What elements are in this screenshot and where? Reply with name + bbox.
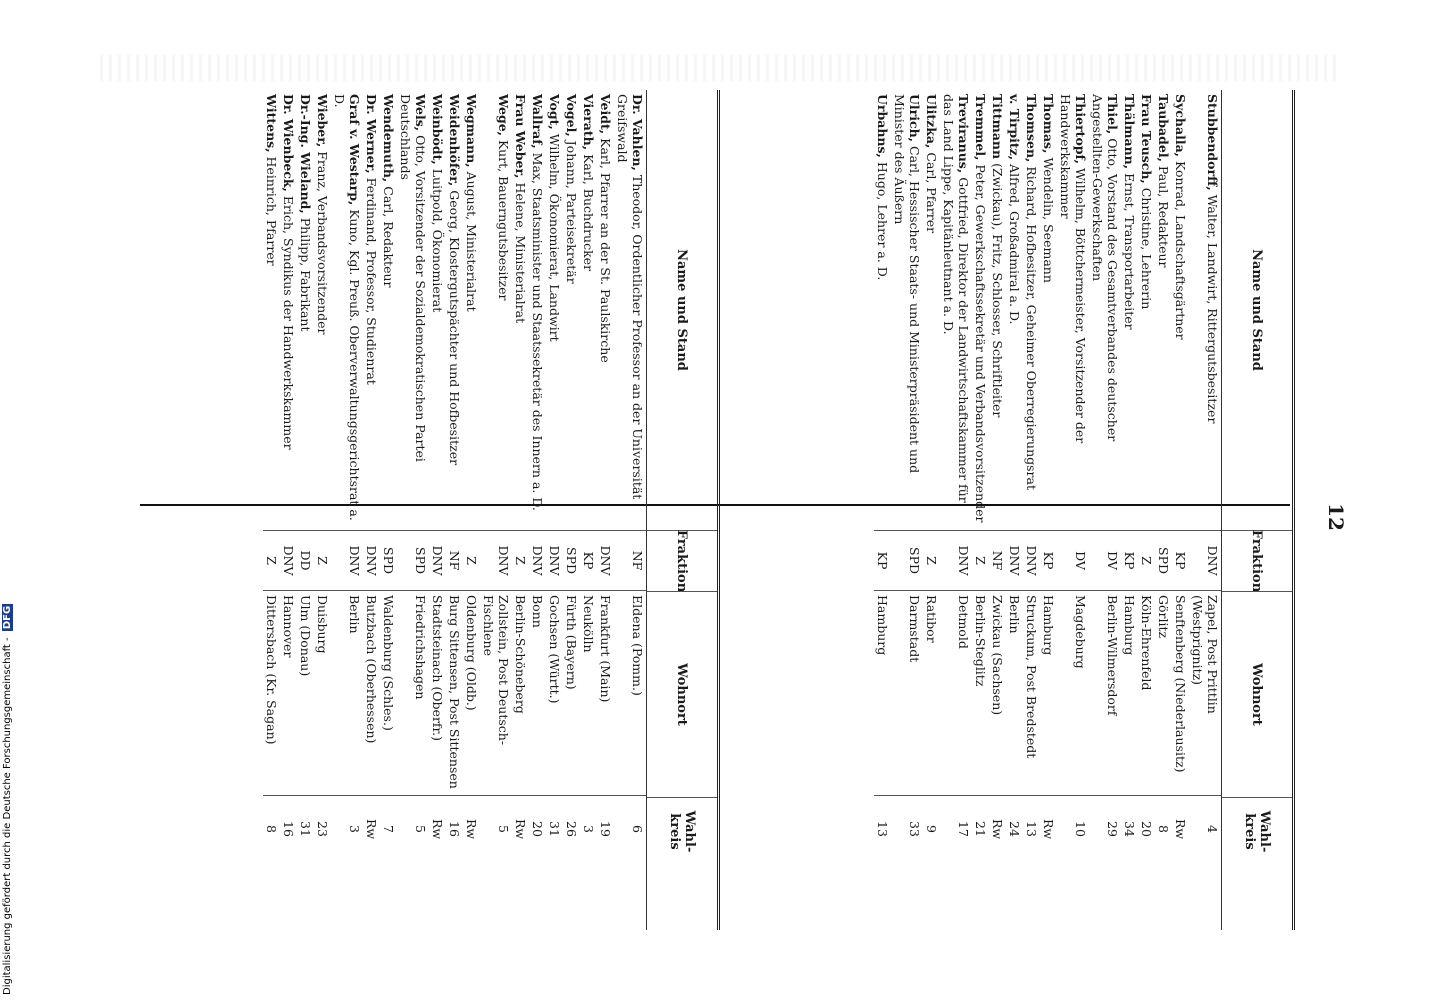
table-row: [940, 90, 972, 930]
cell-name-stand: [314, 90, 331, 530]
cell-wahlkreis: 5: [397, 795, 429, 862]
cell-name-stand: [546, 90, 563, 530]
member-stand: Peter, Gewerkschaftssekretär und Verbandsvorsitzender: [973, 164, 988, 523]
page-number: 12: [1323, 503, 1348, 531]
member-name: Thomsen,: [1024, 94, 1039, 163]
member-name: Thälmann,: [1122, 94, 1137, 170]
members-table-left: [735, 90, 1295, 930]
member-stand: Wilhelm, Böttchermeister, Vorsitzender der Handwerkskammer: [1058, 94, 1088, 444]
member-name: Vogt,: [547, 94, 562, 130]
cell-name-stand: [874, 90, 891, 530]
cell-name-stand: [380, 90, 397, 530]
cell-name-stand: [1006, 90, 1023, 530]
cell-fraktion: DNV: [1006, 530, 1023, 590]
cell-wahlkreis: Rw: [512, 795, 529, 862]
cell-fraktion: DNV: [363, 530, 380, 590]
cell-wohnort: Zapel, Post Prittlin (Westprignitz): [1189, 590, 1221, 795]
member-name: Dr. Vahlen,: [630, 94, 645, 171]
header-fraktion: Fraktion: [1222, 530, 1292, 591]
scan-artifact: [100, 55, 1340, 81]
cell-wahlkreis: 10: [1057, 795, 1089, 862]
members-table-right: [175, 90, 720, 930]
cell-wohnort: Dittersbach (Kr. Sagan): [263, 590, 280, 795]
member-stand: Heinrich, Pfarrer: [264, 156, 279, 266]
cell-wahlkreis: 13: [874, 795, 891, 862]
cell-wohnort: Görlitz: [1155, 590, 1172, 795]
member-name: Stubbendorff,: [1205, 94, 1220, 191]
member-stand: Ferdinand, Professor, Studienrat: [364, 177, 379, 385]
cell-name-stand: [1023, 90, 1040, 530]
cell-name-stand: [529, 90, 546, 530]
cell-wahlkreis: 6: [614, 795, 646, 862]
digitization-text: Digitalisierung gefördert durch die Deutsche Forschungsgemeinschaft -: [2, 637, 13, 995]
member-stand: Franz, Verbandsvorsitzender: [315, 151, 330, 335]
header-name: Name und Stand: [674, 249, 690, 371]
cell-fraktion: NF: [614, 530, 646, 590]
member-stand: Ernst, Transportarbeiter: [1122, 173, 1137, 330]
table-row: [263, 90, 280, 930]
cell-wohnort: Berlin-Steglitz: [972, 590, 989, 795]
cell-fraktion: DV: [1089, 530, 1121, 590]
member-name: Wels,: [413, 94, 428, 132]
cell-wahlkreis: 34: [1121, 795, 1138, 862]
member-stand: Otto, Vorstand des Gesamtverbandes deutscher Angestellten-Gewerkschaften: [1090, 94, 1120, 442]
member-name: Weinbödt,: [430, 94, 445, 165]
cell-name-stand: [563, 90, 580, 530]
cell-wohnort: Ratibor: [923, 590, 940, 795]
rotated-page: [175, 90, 1295, 930]
table-row: [891, 90, 923, 930]
cell-fraktion: DNV: [546, 530, 563, 590]
cell-fraktion: SPD: [891, 530, 923, 590]
cell-fraktion: DNV: [597, 530, 614, 590]
member-stand: Luitpold, Ökonomierat: [430, 168, 445, 313]
member-stand: Paul, Redakteur: [1156, 165, 1171, 268]
cell-fraktion: DD: [297, 530, 314, 590]
member-name: Wittens,: [264, 94, 279, 153]
cell-fraktion: DNV: [940, 530, 972, 590]
header-wohnort: Wohnort: [1222, 591, 1292, 797]
member-name: Tremmel,: [973, 94, 988, 161]
member-stand: Wilhelm, Ökonomierat, Landwirt: [547, 133, 562, 342]
cell-name-stand: [891, 90, 923, 530]
member-name: Thomas,: [1041, 94, 1056, 154]
member-name: v. Tirpitz,: [1007, 94, 1022, 161]
member-stand: Otto, Vorsitzender der Sozialdemokratischen Partei Deutschlands: [398, 94, 428, 462]
member-name: Veidt,: [598, 94, 613, 135]
cell-name-stand: [940, 90, 972, 530]
cell-fraktion: Z: [463, 530, 480, 590]
cell-fraktion: Z: [972, 530, 989, 590]
cell-wahlkreis: 26: [563, 795, 580, 862]
table-row: [972, 90, 989, 930]
table-row: [463, 90, 480, 930]
cell-wahlkreis: Rw: [1040, 795, 1057, 862]
cell-fraktion: Z: [512, 530, 529, 590]
cell-wohnort: Darmstadt: [891, 590, 923, 795]
cell-wahlkreis: 5: [480, 795, 512, 862]
header-fraktion: Fraktion: [647, 530, 717, 591]
cell-name-stand: [972, 90, 989, 530]
cell-wohnort: Zwickau (Sachsen): [989, 590, 1006, 795]
cell-fraktion: DNV: [529, 530, 546, 590]
cell-fraktion: DNV: [280, 530, 297, 590]
member-name: Wege,: [496, 94, 511, 137]
cell-wohnort: Struckum, Post Bredstedt: [1023, 590, 1040, 795]
member-name: Wendemuth,: [381, 94, 396, 183]
header-name: Name und Stand: [1249, 249, 1265, 371]
header-wahlkreis: Wahl- kreis: [647, 797, 717, 865]
member-stand: Konrad, Landschaftsgärtner: [1173, 161, 1188, 340]
cell-wahlkreis: 20: [1138, 795, 1155, 862]
cell-fraktion: Z: [263, 530, 280, 590]
member-name: Thiel,: [1105, 94, 1120, 135]
cell-wahlkreis: Rw: [363, 795, 380, 862]
cell-name-stand: [597, 90, 614, 530]
member-name: Vierath,: [581, 94, 596, 151]
cell-wahlkreis: 16: [446, 795, 463, 862]
member-name: Dr. Wienbeck,: [281, 94, 296, 192]
cell-wahlkreis: 31: [546, 795, 563, 862]
cell-name-stand: [1138, 90, 1155, 530]
cell-wohnort: Berlin-Schöneberg: [512, 590, 529, 795]
cell-wohnort: Hamburg: [1121, 590, 1138, 795]
cell-wohnort: Senftenberg (Niederlausitz): [1172, 590, 1189, 795]
cell-name-stand: [280, 90, 297, 530]
cell-wohnort: Bonn: [529, 590, 546, 795]
cell-fraktion: DNV: [331, 530, 363, 590]
cell-wohnort: Waldenburg (Schles.): [380, 590, 397, 795]
cell-wohnort: Zollstein, Post Deutsch-Fischlene: [480, 590, 512, 795]
cell-wohnort: Duisburg: [314, 590, 331, 795]
member-stand: August, Ministerialrat: [464, 171, 479, 312]
cell-fraktion: KP: [580, 530, 597, 590]
member-name: Dr. Werner,: [364, 94, 379, 174]
cell-wohnort: Ulm (Donau): [297, 590, 314, 795]
cell-wahlkreis: 31: [297, 795, 314, 862]
cell-wahlkreis: 17: [940, 795, 972, 862]
cell-wohnort: Butzbach (Oberhessen): [363, 590, 380, 795]
cell-name-stand: [429, 90, 446, 530]
cell-name-stand: [446, 90, 463, 530]
cell-wahlkreis: 16: [280, 795, 297, 862]
cell-name-stand: [363, 90, 380, 530]
member-name: Frau Weber,: [513, 94, 528, 179]
digitization-note: [2, 604, 13, 995]
cell-fraktion: DNV: [1189, 530, 1221, 590]
member-name: Frau Teusch,: [1139, 94, 1154, 184]
member-name: Graf v. Westarp,: [347, 94, 362, 206]
cell-fraktion: KP: [1121, 530, 1138, 590]
cell-wahlkreis: 13: [1023, 795, 1040, 862]
table-row: [1089, 90, 1121, 930]
table-body: [874, 90, 1221, 930]
table-row: [314, 90, 331, 930]
member-stand: Philipp, Fabrikant: [298, 217, 313, 332]
cell-wahlkreis: 3: [580, 795, 597, 862]
member-stand: Karl, Pfarrer an der St. Paulskirche: [598, 138, 613, 363]
cell-name-stand: [263, 90, 280, 530]
cell-wahlkreis: 33: [891, 795, 923, 862]
member-name: Taubadel,: [1156, 94, 1171, 162]
cell-wohnort: Oldenburg (Oldb.): [463, 590, 480, 795]
cell-wahlkreis: 24: [1006, 795, 1023, 862]
cell-fraktion: NF: [989, 530, 1006, 590]
table-row: [429, 90, 446, 930]
table-row: [529, 90, 546, 930]
cell-wohnort: Friedrichshagen: [397, 590, 429, 795]
cell-name-stand: [1189, 90, 1221, 530]
member-stand: Kuno, Kgl. Preuß. Oberverwaltungsgerichtsrat a. D.: [332, 94, 362, 521]
cell-wahlkreis: 7: [380, 795, 397, 862]
table-row: [331, 90, 363, 930]
cell-fraktion: SPD: [563, 530, 580, 590]
table-row: [446, 90, 463, 930]
cell-wohnort: Detmold: [940, 590, 972, 795]
member-name: Wallraf,: [530, 94, 545, 149]
table-row: [1023, 90, 1040, 930]
cell-wahlkreis: 21: [972, 795, 989, 862]
cell-name-stand: [1089, 90, 1121, 530]
cell-wahlkreis: 9: [923, 795, 940, 862]
cell-name-stand: [580, 90, 597, 530]
header-wahlkreis: Wahl- kreis: [1222, 797, 1292, 865]
cell-name-stand: [480, 90, 512, 530]
table-row: [1006, 90, 1023, 930]
cell-fraktion: KP: [1040, 530, 1057, 590]
table-row: [380, 90, 397, 930]
cell-name-stand: [463, 90, 480, 530]
member-stand: Alfred, Großadmiral a. D.: [1007, 164, 1022, 325]
member-stand: Erich, Syndikus der Handwerkskammer: [281, 195, 296, 450]
cell-wohnort: Gochsen (Württ.): [546, 590, 563, 795]
cell-fraktion: SPD: [397, 530, 429, 590]
cell-fraktion: Z: [314, 530, 331, 590]
dfg-logo: DFG: [2, 605, 13, 630]
table-row: [563, 90, 580, 930]
cell-name-stand: [1040, 90, 1057, 530]
cell-name-stand: [512, 90, 529, 530]
table-row: [1040, 90, 1057, 930]
member-name: Tittmann: [990, 94, 1005, 160]
cell-fraktion: KP: [874, 530, 891, 590]
member-stand: Karl, Buchdrucker: [581, 154, 596, 272]
table-row: [874, 90, 891, 930]
member-stand: Carl, Hessischer Staats- und Ministerpräsident und Minister des Äußern: [892, 94, 922, 474]
table-row: [1189, 90, 1221, 930]
cell-fraktion: Z: [923, 530, 940, 590]
member-stand: Theodor, Ordentlicher Professor an der Universität Greifswald: [615, 94, 645, 500]
table-row: [397, 90, 429, 930]
cell-wahlkreis: Rw: [989, 795, 1006, 862]
cell-wahlkreis: 4: [1189, 795, 1221, 862]
cell-wahlkreis: Rw: [463, 795, 480, 862]
cell-wahlkreis: 19: [597, 795, 614, 862]
table-row: [1172, 90, 1189, 930]
cell-wohnort: Burg Sittensen, Post Sittensen: [446, 590, 463, 795]
cell-wohnort: Hannover: [280, 590, 297, 795]
cell-wohnort: Hamburg: [874, 590, 891, 795]
cell-fraktion: NF: [446, 530, 463, 590]
member-name: Wieber,: [315, 94, 330, 148]
cell-name-stand: [989, 90, 1006, 530]
cell-wahlkreis: 20: [529, 795, 546, 862]
cell-name-stand: [297, 90, 314, 530]
table-row: [580, 90, 597, 930]
table-row: [1155, 90, 1172, 930]
cell-wohnort: Berlin: [1006, 590, 1023, 795]
member-name: Urbahns,: [875, 94, 890, 158]
table-row: [923, 90, 940, 930]
cell-name-stand: [923, 90, 940, 530]
table-row: [546, 90, 563, 930]
member-stand: Hugo, Lehrer a. D.: [875, 161, 890, 281]
cell-wohnort: Fürth (Bayern): [563, 590, 580, 795]
table-row: [989, 90, 1006, 930]
cell-wahlkreis: 23: [314, 795, 331, 862]
cell-wahlkreis: 3: [331, 795, 363, 862]
cell-wohnort: Berlin: [331, 590, 363, 795]
cell-fraktion: SPD: [380, 530, 397, 590]
member-name: Thiertopf,: [1073, 94, 1088, 164]
member-name: Sychalla,: [1173, 94, 1188, 158]
header-wohnort: Wohnort: [647, 591, 717, 797]
member-stand: Wendelin, Seemann: [1041, 157, 1056, 283]
member-stand: Walter, Landwirt, Rittergutsbesitzer: [1205, 194, 1220, 424]
cell-wohnort: Köln-Ehrenfeld: [1138, 590, 1155, 795]
member-stand: Gottfried, Direktor der Landwirtschaftskammer für das Land Lippe, Kapitänleutnant a. D.: [941, 94, 971, 503]
member-stand: Carl, Pfarrer: [924, 152, 939, 234]
table-body: [263, 90, 646, 930]
cell-wahlkreis: 29: [1089, 795, 1121, 862]
table-row: [614, 90, 646, 930]
cell-name-stand: [1172, 90, 1189, 530]
table-row: [1057, 90, 1089, 930]
cell-wohnort: Neukölln: [580, 590, 597, 795]
cell-name-stand: [397, 90, 429, 530]
member-name: Ulrich,: [907, 94, 922, 143]
cell-name-stand: [1121, 90, 1138, 530]
member-stand: Carl, Redakteur: [381, 186, 396, 288]
cell-fraktion: Z: [1138, 530, 1155, 590]
member-stand: Max, Staatsminister und Staatssekretär des Innern a. D.: [530, 152, 545, 511]
cell-fraktion: DNV: [1023, 530, 1040, 590]
cell-fraktion: SPD: [1155, 530, 1172, 590]
cell-wohnort: Berlin-Wilmersdorf: [1089, 590, 1121, 795]
member-name: Treviranus,: [956, 94, 971, 174]
cell-wahlkreis: 8: [1155, 795, 1172, 862]
member-name: Wegmann,: [464, 94, 479, 168]
member-name: Weidenhöfer,: [447, 94, 462, 187]
cell-fraktion: KP: [1172, 530, 1189, 590]
member-stand: Christine, Lehrerin: [1139, 187, 1154, 310]
member-stand: (Zwickau), Fritz, Schlosser, Schriftleiter: [990, 163, 1005, 418]
cell-wohnort: Magdeburg: [1057, 590, 1089, 795]
table-row: [1121, 90, 1138, 930]
cell-wahlkreis: Rw: [429, 795, 446, 862]
cell-wahlkreis: Rw: [1172, 795, 1189, 862]
table-row: [480, 90, 512, 930]
cell-wohnort: Stadtsteinach (Oberfr.): [429, 590, 446, 795]
cell-name-stand: [1057, 90, 1089, 530]
cell-fraktion: DNV: [480, 530, 512, 590]
cell-wohnort: Hamburg: [1040, 590, 1057, 795]
member-name: Ulitzka,: [924, 94, 939, 149]
member-stand: Kurt, Bauerngutsbesitzer: [496, 140, 511, 301]
cell-name-stand: [1155, 90, 1172, 530]
cell-fraktion: DV: [1057, 530, 1089, 590]
table-row: [512, 90, 529, 930]
table-row: [280, 90, 297, 930]
cell-fraktion: DNV: [429, 530, 446, 590]
member-stand: Johann, Parteisekretär: [564, 140, 579, 284]
member-stand: Richard, Hofbesitzer, Geheimer Oberregierungsrat: [1024, 166, 1039, 490]
cell-wohnort: Frankfurt (Main): [597, 590, 614, 795]
cell-name-stand: [614, 90, 646, 530]
table-row: [597, 90, 614, 930]
member-stand: Georg, Klostergutspächter und Hofbesitzer: [447, 190, 462, 466]
table-row: [297, 90, 314, 930]
table-header: [646, 90, 720, 930]
member-stand: Helene, Ministerialrat: [513, 182, 528, 324]
table-header: [1221, 90, 1295, 930]
cell-wohnort: Eldena (Pomm.): [614, 590, 646, 795]
table-row: [363, 90, 380, 930]
cell-wahlkreis: 8: [263, 795, 280, 862]
member-name: Vogel,: [564, 94, 579, 137]
table-row: [1138, 90, 1155, 930]
member-name: Dr.-Ing. Wieland,: [298, 94, 313, 214]
cell-name-stand: [331, 90, 363, 530]
